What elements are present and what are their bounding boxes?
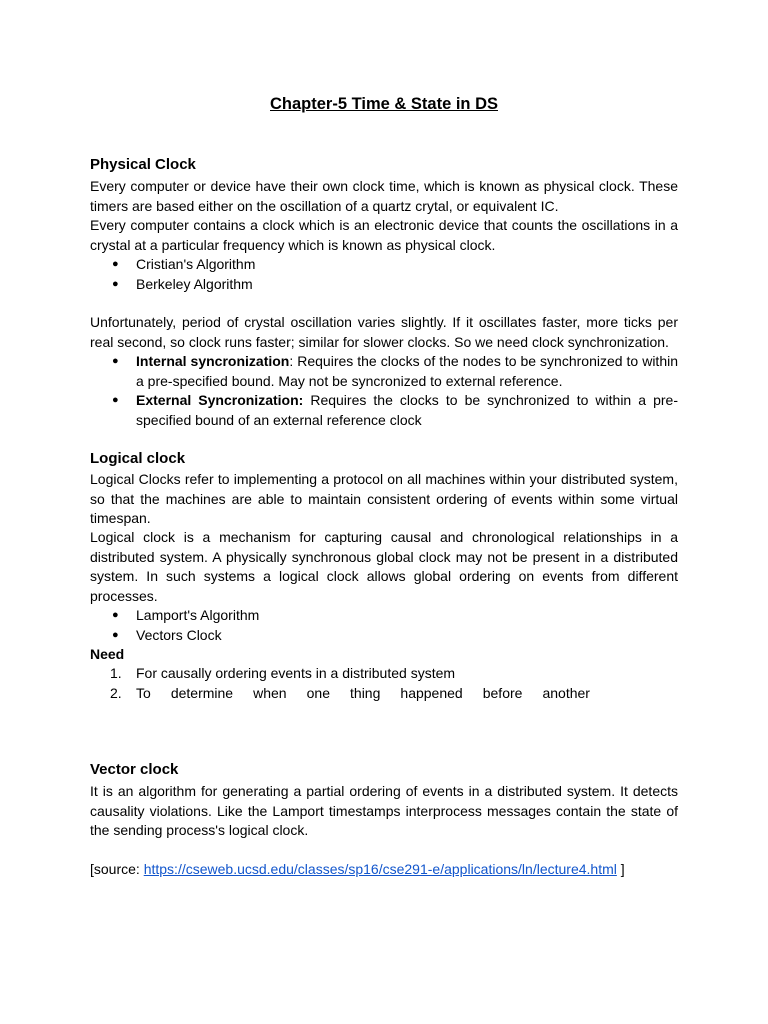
bullet-icon: ● — [112, 394, 119, 407]
list-item — [90, 626, 678, 646]
logical-algorithm-list — [90, 606, 678, 645]
logical-para-2: Logical clock is a mechanism for capturing causal and chronological relationships in a distributed system. A physically synchronous global clock may not be present in a distributed system. In such systems a logical clock allows global ordering on events from different processes. — [90, 529, 678, 604]
word: another — [542, 684, 590, 701]
list-item-text: For causally ordering events in a distributed system — [136, 665, 456, 681]
word: when — [253, 684, 287, 701]
physical-algorithm-list — [90, 255, 678, 294]
list-number: 2. — [110, 684, 122, 701]
word: happened — [400, 684, 463, 701]
bullet-icon: ● — [112, 258, 119, 270]
vector-para-1: It is an algorithm for generating a partial ordering of events in a distributed system. It detects causality violations. Like the Lamport timestamps interprocess messages contain the state of the sending process's logical clock. — [90, 783, 678, 839]
list-item — [90, 255, 678, 275]
list-number: 1. — [110, 665, 122, 681]
source-suffix: ] — [616, 861, 625, 877]
sync-type-list — [90, 352, 678, 430]
list-item-text — [136, 684, 590, 704]
bullet-icon: ● — [112, 277, 119, 290]
bullet-icon: ● — [112, 355, 119, 367]
logical-para-1: Logical Clocks refer to implementing a protocol on all machines within your distributed system, so that the machines are able to maintain consistent ordering of events within some virtual timespan. — [90, 471, 678, 527]
list-item-text: Berkeley Algorithm — [136, 275, 253, 292]
list-item — [90, 391, 678, 430]
list-item-text: Vectors Clock — [136, 626, 222, 643]
physical-para-1: Every computer or device have their own clock time, which is known as physical clock. These timers are based either on the oscillation of a quartz crytal, or equivalent IC. — [90, 178, 678, 214]
source-prefix: [source: — [90, 861, 144, 877]
list-item — [90, 606, 678, 626]
document-title: Chapter-5 Time & State in DS — [270, 95, 498, 113]
sync-term-internal: Internal syncronization — [136, 353, 290, 369]
list-item-text: Lamport's Algorithm — [136, 607, 260, 623]
word: before — [482, 684, 523, 701]
word: To — [136, 684, 151, 701]
list-item — [90, 352, 678, 391]
list-item — [90, 664, 678, 684]
sync-desc-external: Requires the clocks to be synchronized to within a pre-specified bound of an external reference clock — [136, 392, 678, 428]
list-item — [90, 275, 678, 295]
word: determine — [170, 684, 234, 701]
physical-para-2: Every computer contains a clock which is an electronic device that counts the oscillations in a crystal at a particular frequency which is known as physical clock. — [90, 217, 678, 253]
list-item-text: Cristian's Algorithm — [136, 256, 256, 272]
heading-logical-clock: Logical clock — [90, 450, 186, 467]
heading-vector-clock: Vector clock — [90, 761, 179, 778]
sync-desc-internal: : Requires the clocks of the nodes to be synchronized to within a pre-specified bound. May not be syncronized to external reference. — [136, 353, 678, 389]
bullet-icon: ● — [112, 609, 119, 621]
word: thing — [350, 684, 381, 701]
need-list — [90, 664, 678, 703]
bullet-icon: ● — [112, 628, 119, 641]
sync-term-external: External Syncronization: — [136, 392, 304, 409]
physical-para-3: Unfortunately, period of crystal oscillation varies slightly. If it oscillates faster, more ticks per real second, so clock runs faster; similar for slower clocks. So we need clock synchronization. — [90, 314, 678, 350]
source-citation — [90, 860, 625, 880]
list-item — [90, 684, 678, 704]
source-link[interactable]: https://cseweb.ucsd.edu/classes/sp16/cse291-e/applications/ln/lecture4.html — [143, 861, 617, 877]
word: one — [306, 684, 330, 701]
heading-physical-clock: Physical Clock — [90, 156, 196, 173]
need-label: Need — [90, 646, 125, 662]
